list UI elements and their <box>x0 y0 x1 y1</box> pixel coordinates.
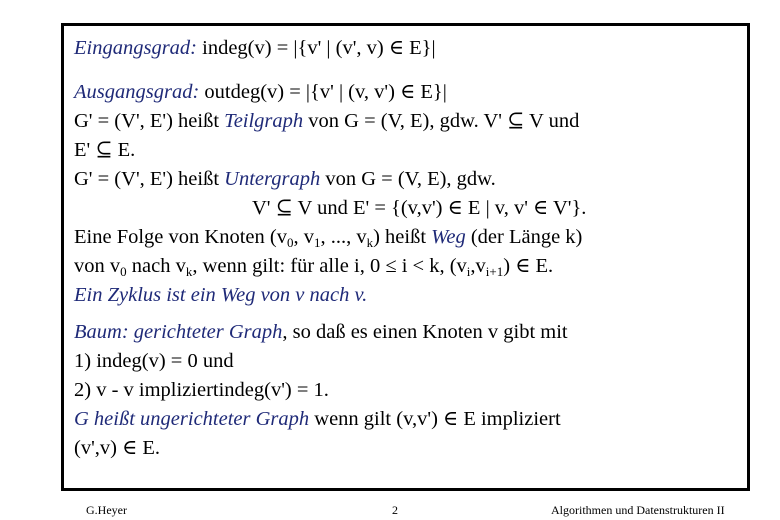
weg-line-1 <box>74 223 586 252</box>
footer-page-number: 2 <box>392 503 398 517</box>
untergraph-line-2: V' ⊆ V und E' = {(v,v') ∈ E | v, v' ∈ V'}. <box>252 197 587 219</box>
subscript: k <box>366 235 374 250</box>
text: ) ∈ E. <box>503 255 554 277</box>
footer-author: G.Heyer <box>86 503 127 517</box>
baum-term: Baum: gerichteter Graph <box>74 321 283 343</box>
untergraph-term: Untergraph <box>224 168 321 190</box>
outdeg-formula: outdeg(v) = |{v' | (v, v') ∈ E}| <box>204 81 447 103</box>
footer-course: Algorithmen und Datenstrukturen II <box>551 503 725 517</box>
weg-line-2 <box>74 252 586 281</box>
ungerichtet-line-2: (v',v) ∈ E. <box>74 437 161 459</box>
text: , wenn gilt: für alle i, 0 ≤ i < k, (v <box>192 255 467 277</box>
baum-line-1 <box>74 318 568 347</box>
indeg-definition <box>74 34 436 63</box>
text: wenn gilt (v,v') ∈ E impliziert <box>309 408 561 430</box>
subscript: i <box>466 264 471 279</box>
text: , ..., v <box>320 226 367 248</box>
text: G' = (V', E') heißt <box>74 168 225 190</box>
zyklus-definition: Ein Zyklus ist ein Weg von v nach v. <box>74 284 368 306</box>
text: von G = (V, E), gdw. <box>320 168 496 190</box>
teilgraph-term: Teilgraph <box>224 110 304 132</box>
baum-condition-2: 2) v - v impliziertindeg(v') = 1. <box>74 379 329 401</box>
text: Eine Folge von Knoten (v <box>74 226 287 248</box>
outdeg-definition <box>74 78 586 107</box>
text: (der Länge k) <box>465 226 583 248</box>
indeg-label: Eingangsgrad: <box>74 37 197 59</box>
text: , v <box>293 226 314 248</box>
teilgraph-line-1 <box>74 107 586 136</box>
text: ) heißt <box>373 226 432 248</box>
untergraph-line-1 <box>74 165 586 194</box>
subscript: 0 <box>120 264 127 279</box>
text: von v <box>74 255 121 277</box>
text: ,v <box>470 255 486 277</box>
text: nach v <box>126 255 186 277</box>
text: , so daß es einen Knoten v gibt mit <box>282 321 568 343</box>
subscript: i+1 <box>485 264 504 279</box>
definitions-block <box>74 78 586 310</box>
text: von G = (V, E), gdw. V' ⊆ V und <box>303 110 580 132</box>
subscript: 0 <box>286 235 294 250</box>
text: G' = (V', E') heißt <box>74 110 225 132</box>
indeg-formula: indeg(v) = |{v' | (v', v) ∈ E}| <box>202 37 436 59</box>
weg-term: Weg <box>431 226 466 248</box>
subscript: k <box>185 264 193 279</box>
baum-block <box>74 318 568 463</box>
ungerichtet-term: G heißt ungerichteter Graph <box>74 408 310 430</box>
ungerichtet-line-1 <box>74 405 568 434</box>
outdeg-label: Ausgangsgrad: <box>74 81 200 103</box>
subscript: 1 <box>313 235 321 250</box>
teilgraph-line-2: E' ⊆ E. <box>74 139 136 161</box>
baum-condition-1: 1) indeg(v) = 0 und <box>74 350 234 372</box>
